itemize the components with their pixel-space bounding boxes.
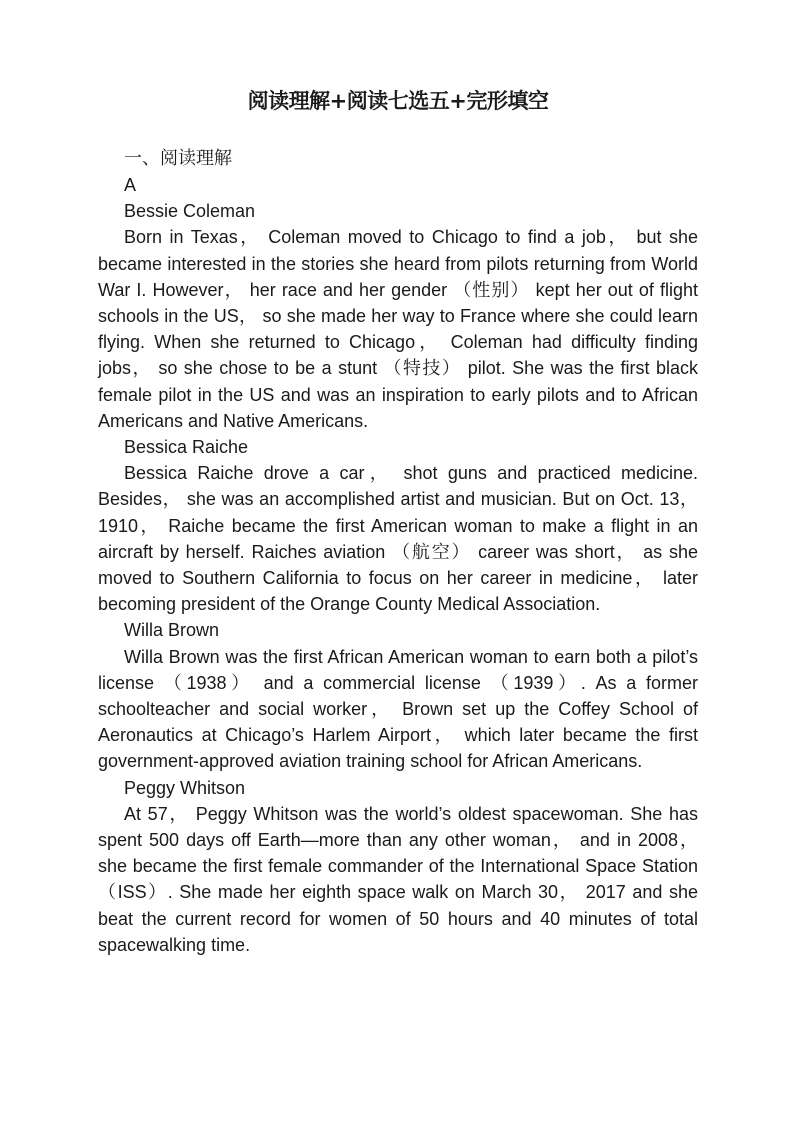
entry-name-brown: Willa Brown [124,620,220,641]
passage-label: A [124,175,137,195]
entry-name-whitson: Peggy Whitson [124,777,246,798]
entry-text-coleman: Born in Texas， Coleman moved to Chicago to find a job， but she became interested in the stories she heard from pilots returning from World War I. However， her race and her gender （性别） kept her out of flight schools in the US， so she made her way to France where she could learn flying. When she returned to Chicago， Coleman had difficulty finding jobs， so she chose to be a stunt （特技） pilot. She was the first black female pilot in the US and was an inspiration to early pilots and to African Americans and Native Americans. [98,227,698,431]
entry-text-brown: Willa Brown was the first African American woman to earn both a pilot’s license （1938） and a commercial license （1939）. As a former schoolteacher and social worker， Brown set up the Coffey School of Aeronautics at Chicago’s Harlem Airport， which later became the first government-approved aviation training school for African Americans. [98,646,698,772]
entry-text-whitson: At 57， Peggy Whitson was the world’s oldest spacewoman. She has spent 500 days off Earth—more than any other woman， and in 2008， she became the first female commander of the International Space Station （ISS）. She made her eighth space walk on March 30， 2017 and she beat the current record for women of 50 hours and 40 minutes of total spacewalking time. [98,803,698,955]
document-page [98,86,698,958]
entry-name-raiche: Bessica Raiche [124,437,249,458]
section-heading: 一、阅读理解 [124,148,232,169]
entry-text-raiche: Bessica Raiche drove a car， shot guns and practiced medicine. Besides， she was an accomplished artist and musician. But on Oct. 13， 1910， Raiche became the first American woman to make a flight in an aircraft by herself. Raiches aviation （航空） career was short， as she moved to Southern California to focus on her career in medicine， later becoming president of the Orange County Medical Association. [98,463,698,615]
document-title: 阅读理解+阅读七选五+完形填空 [247,89,549,113]
entry-name-coleman: Bessie Coleman [124,201,256,222]
